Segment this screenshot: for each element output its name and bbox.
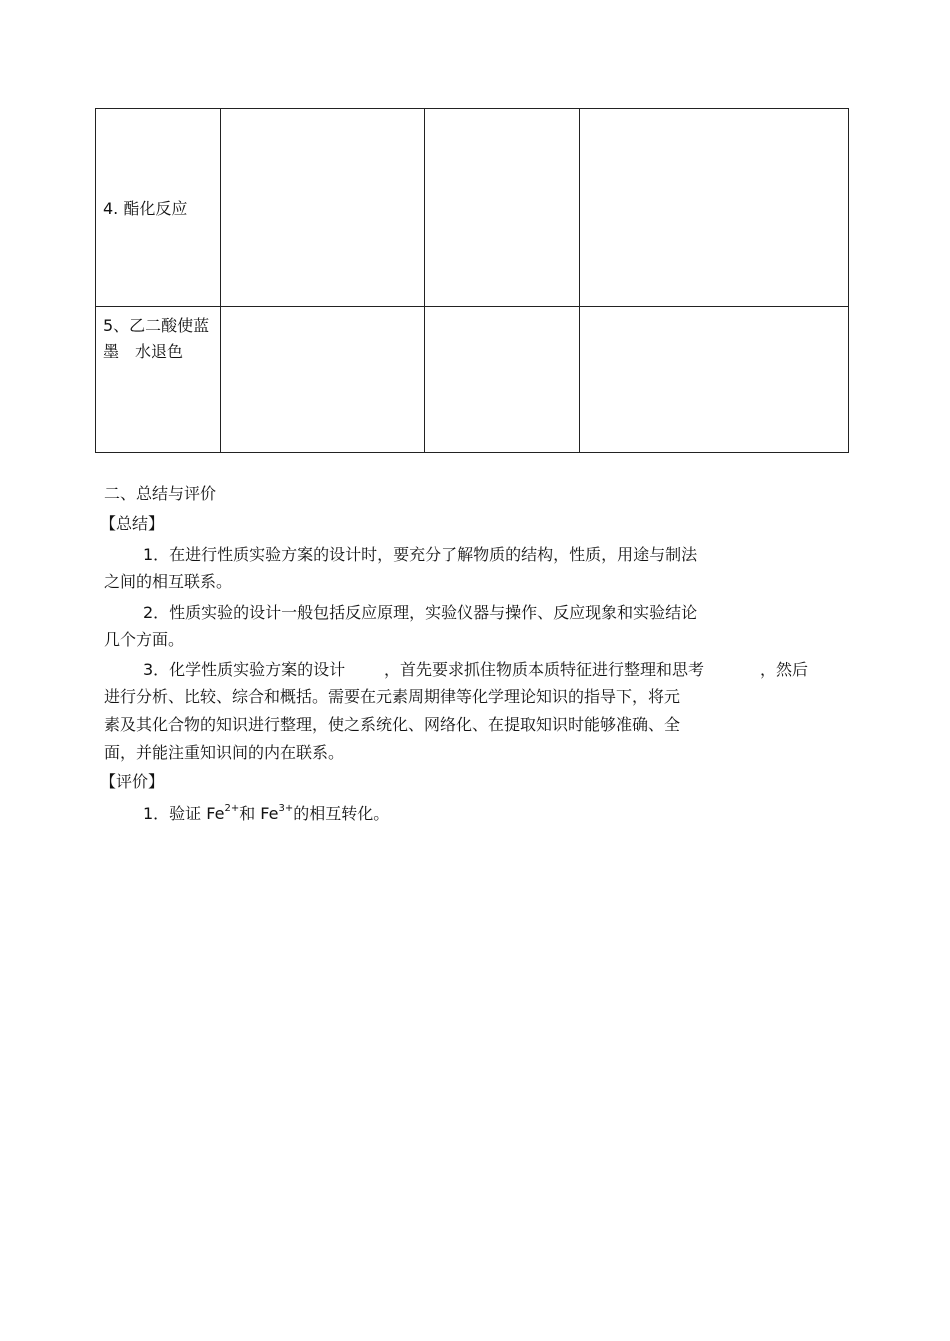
row-label: 4. 酯化反应: [103, 199, 188, 218]
fe-symbol: Fe: [206, 804, 225, 823]
table-cell: [221, 307, 425, 453]
table-cell-item: [96, 307, 221, 453]
row-label: 5、乙二酸使蓝墨 水退色: [103, 316, 210, 361]
summary-label: 【总结】: [100, 514, 165, 533]
summary-item-3-line1c: ，然后: [760, 660, 809, 679]
summary-item-2-line1: 2．性质实验的设计一般包括反应原理，实验仪器与操作、反应现象和实验结论: [143, 603, 698, 622]
table-cell-item: [96, 109, 221, 307]
summary-item-1-line2: 之间的相互联系。: [104, 572, 233, 591]
table-cell: [221, 109, 425, 307]
summary-item-3-line1a: 3．化学性质实验方案的设计: [143, 660, 346, 679]
summary-item-3-line3: 素及其化合物的知识进行整理，使之系统化、网络化、在提取知识时能够准确、全: [104, 715, 681, 734]
summary-item-2-line2: 几个方面。: [104, 630, 185, 649]
summary-item-3-line4: 面，并能注重知识间的内在联系。: [104, 743, 345, 762]
experiment-table: [95, 108, 849, 453]
summary-item-1-line1: 1．在进行性质实验方案的设计时，要充分了解物质的结构，性质，用途与制法: [143, 545, 698, 564]
table-cell: [580, 109, 849, 307]
table-cell: [425, 307, 580, 453]
table-cell: [580, 307, 849, 453]
charge-superscript: 3+: [278, 803, 294, 814]
evaluation-item-1: 1．验证 $Fe^{2+}$和 $Fe^{3+}$的相互转化。: [143, 803, 390, 823]
table-row: [96, 109, 849, 307]
summary-item-3-line2: 进行分析、比较、综合和概括。需要在元素周期律等化学理论知识的指导下，将元: [104, 687, 681, 706]
charge-superscript: 2+: [224, 803, 240, 814]
summary-item-3-line1b: ，首先要求抓住物质本质特征进行整理和思考: [384, 660, 705, 679]
section-heading: 二、总结与评价: [104, 484, 217, 503]
evaluation-label: 【评价】: [100, 772, 165, 791]
table-cell: [425, 109, 580, 307]
table-row: [96, 307, 849, 453]
fe-symbol: Fe: [260, 804, 279, 823]
